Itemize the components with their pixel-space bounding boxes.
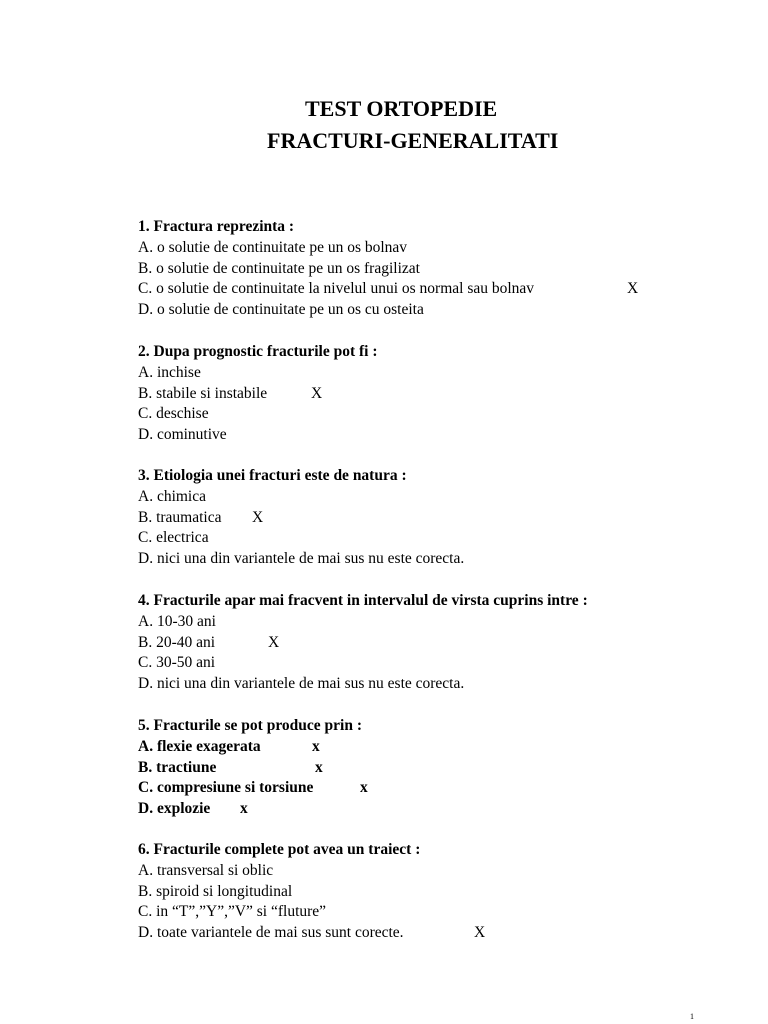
answer-option: [138, 902, 420, 923]
answer-option: [138, 923, 486, 944]
answer-option: [138, 508, 464, 529]
answer-option: [138, 528, 464, 549]
answer-option: [138, 861, 420, 882]
answer-text: B. 20-40 ani: [138, 633, 216, 651]
answer-text: A. flexie exagerata: [138, 737, 261, 755]
answer-text: D. o solutie de continuitate pe un os cu osteita: [138, 301, 424, 319]
correct-answer-mark: X: [252, 508, 264, 526]
answer-text: A. 10-30 ani: [138, 612, 216, 630]
question-heading: 1. Fractura reprezinta :: [138, 218, 295, 235]
answer-option: [138, 300, 534, 321]
question-heading: 4. Fracturile apar mai fracvent in intervalul de virsta cuprins intre :: [138, 592, 588, 609]
answer-option: [138, 487, 464, 508]
answer-text: D. cominutive: [138, 426, 227, 444]
answer-option: [138, 612, 588, 633]
correct-answer-mark: X: [268, 633, 280, 651]
correct-answer-mark: X: [627, 280, 639, 298]
correct-answer-mark: X: [474, 924, 486, 942]
question-heading: 2. Dupa prognostic fracturile pot fi :: [138, 343, 378, 360]
answer-option: [138, 238, 534, 259]
answer-option: [138, 674, 588, 695]
answer-text: A. o solutie de continuitate pe un os bolnav: [138, 238, 408, 256]
answer-option: [138, 549, 464, 570]
answer-text: D. toate variantele de mai sus sunt corecte.: [138, 924, 404, 942]
answer-text: B. traumatica: [138, 508, 222, 526]
answer-option: [138, 259, 534, 280]
answer-text: A. inchise: [138, 363, 201, 381]
answer-text: C. 30-50 ani: [138, 654, 216, 672]
answer-text: D. nici una din variantele de mai sus nu este corecta.: [138, 675, 465, 693]
answer-option: [138, 384, 378, 405]
answer-text: A. transversal si oblic: [138, 861, 274, 879]
answer-text: C. electrica: [138, 529, 209, 547]
answer-option: [138, 363, 378, 384]
test-subtitle: FRACTURI-GENERALITATI: [267, 128, 559, 153]
answer-text: D. nici una din variantele de mai sus nu este corecta.: [138, 550, 465, 568]
answer-text: B. stabile si instabile: [138, 384, 268, 402]
correct-answer-mark: x: [240, 800, 248, 818]
question-6: [138, 840, 486, 944]
answer-text: C. deschise: [138, 405, 209, 423]
answer-option: [138, 404, 378, 425]
question-heading: 6. Fracturile complete pot avea un traiect :: [138, 841, 421, 858]
question-2: [138, 342, 378, 446]
answer-text: B. spiroid si longitudinal: [138, 882, 293, 900]
answer-option: [138, 425, 378, 446]
answer-option: [138, 737, 362, 758]
answer-text: B. tractiune: [138, 758, 217, 776]
question-4: [138, 591, 588, 695]
correct-answer-mark: x: [312, 737, 320, 755]
answer-text: D. explozie: [138, 800, 211, 818]
answer-option: [138, 633, 588, 654]
answer-text: C. compresiune si torsiune: [138, 779, 314, 797]
answer-option: [138, 882, 420, 903]
correct-answer-mark: x: [315, 758, 323, 776]
answer-option: [138, 778, 368, 799]
correct-answer-mark: X: [311, 384, 323, 402]
answer-text: C. in “T”,”Y”,”V” si “fluture”: [138, 903, 327, 921]
answer-text: B. o solutie de continuitate pe un os fragilizat: [138, 259, 420, 277]
answer-option: [138, 758, 362, 779]
page-number: 1: [690, 1012, 694, 1021]
answer-option: [138, 799, 362, 820]
correct-answer-mark: x: [360, 779, 368, 797]
question-1: [138, 217, 639, 321]
answer-text: A. chimica: [138, 487, 207, 505]
question-5: [138, 716, 368, 820]
question-3: [138, 466, 464, 570]
question-heading: 5. Fracturile se pot produce prin :: [138, 717, 363, 734]
answer-option: [138, 279, 639, 300]
answer-option: [138, 653, 588, 674]
question-heading: 3. Etiologia unei fracturi este de natura :: [138, 467, 407, 484]
answer-text: C. o solutie de continuitate la nivelul unui os normal sau bolnav: [138, 280, 535, 298]
test-title: TEST ORTOPEDIE: [305, 96, 498, 121]
